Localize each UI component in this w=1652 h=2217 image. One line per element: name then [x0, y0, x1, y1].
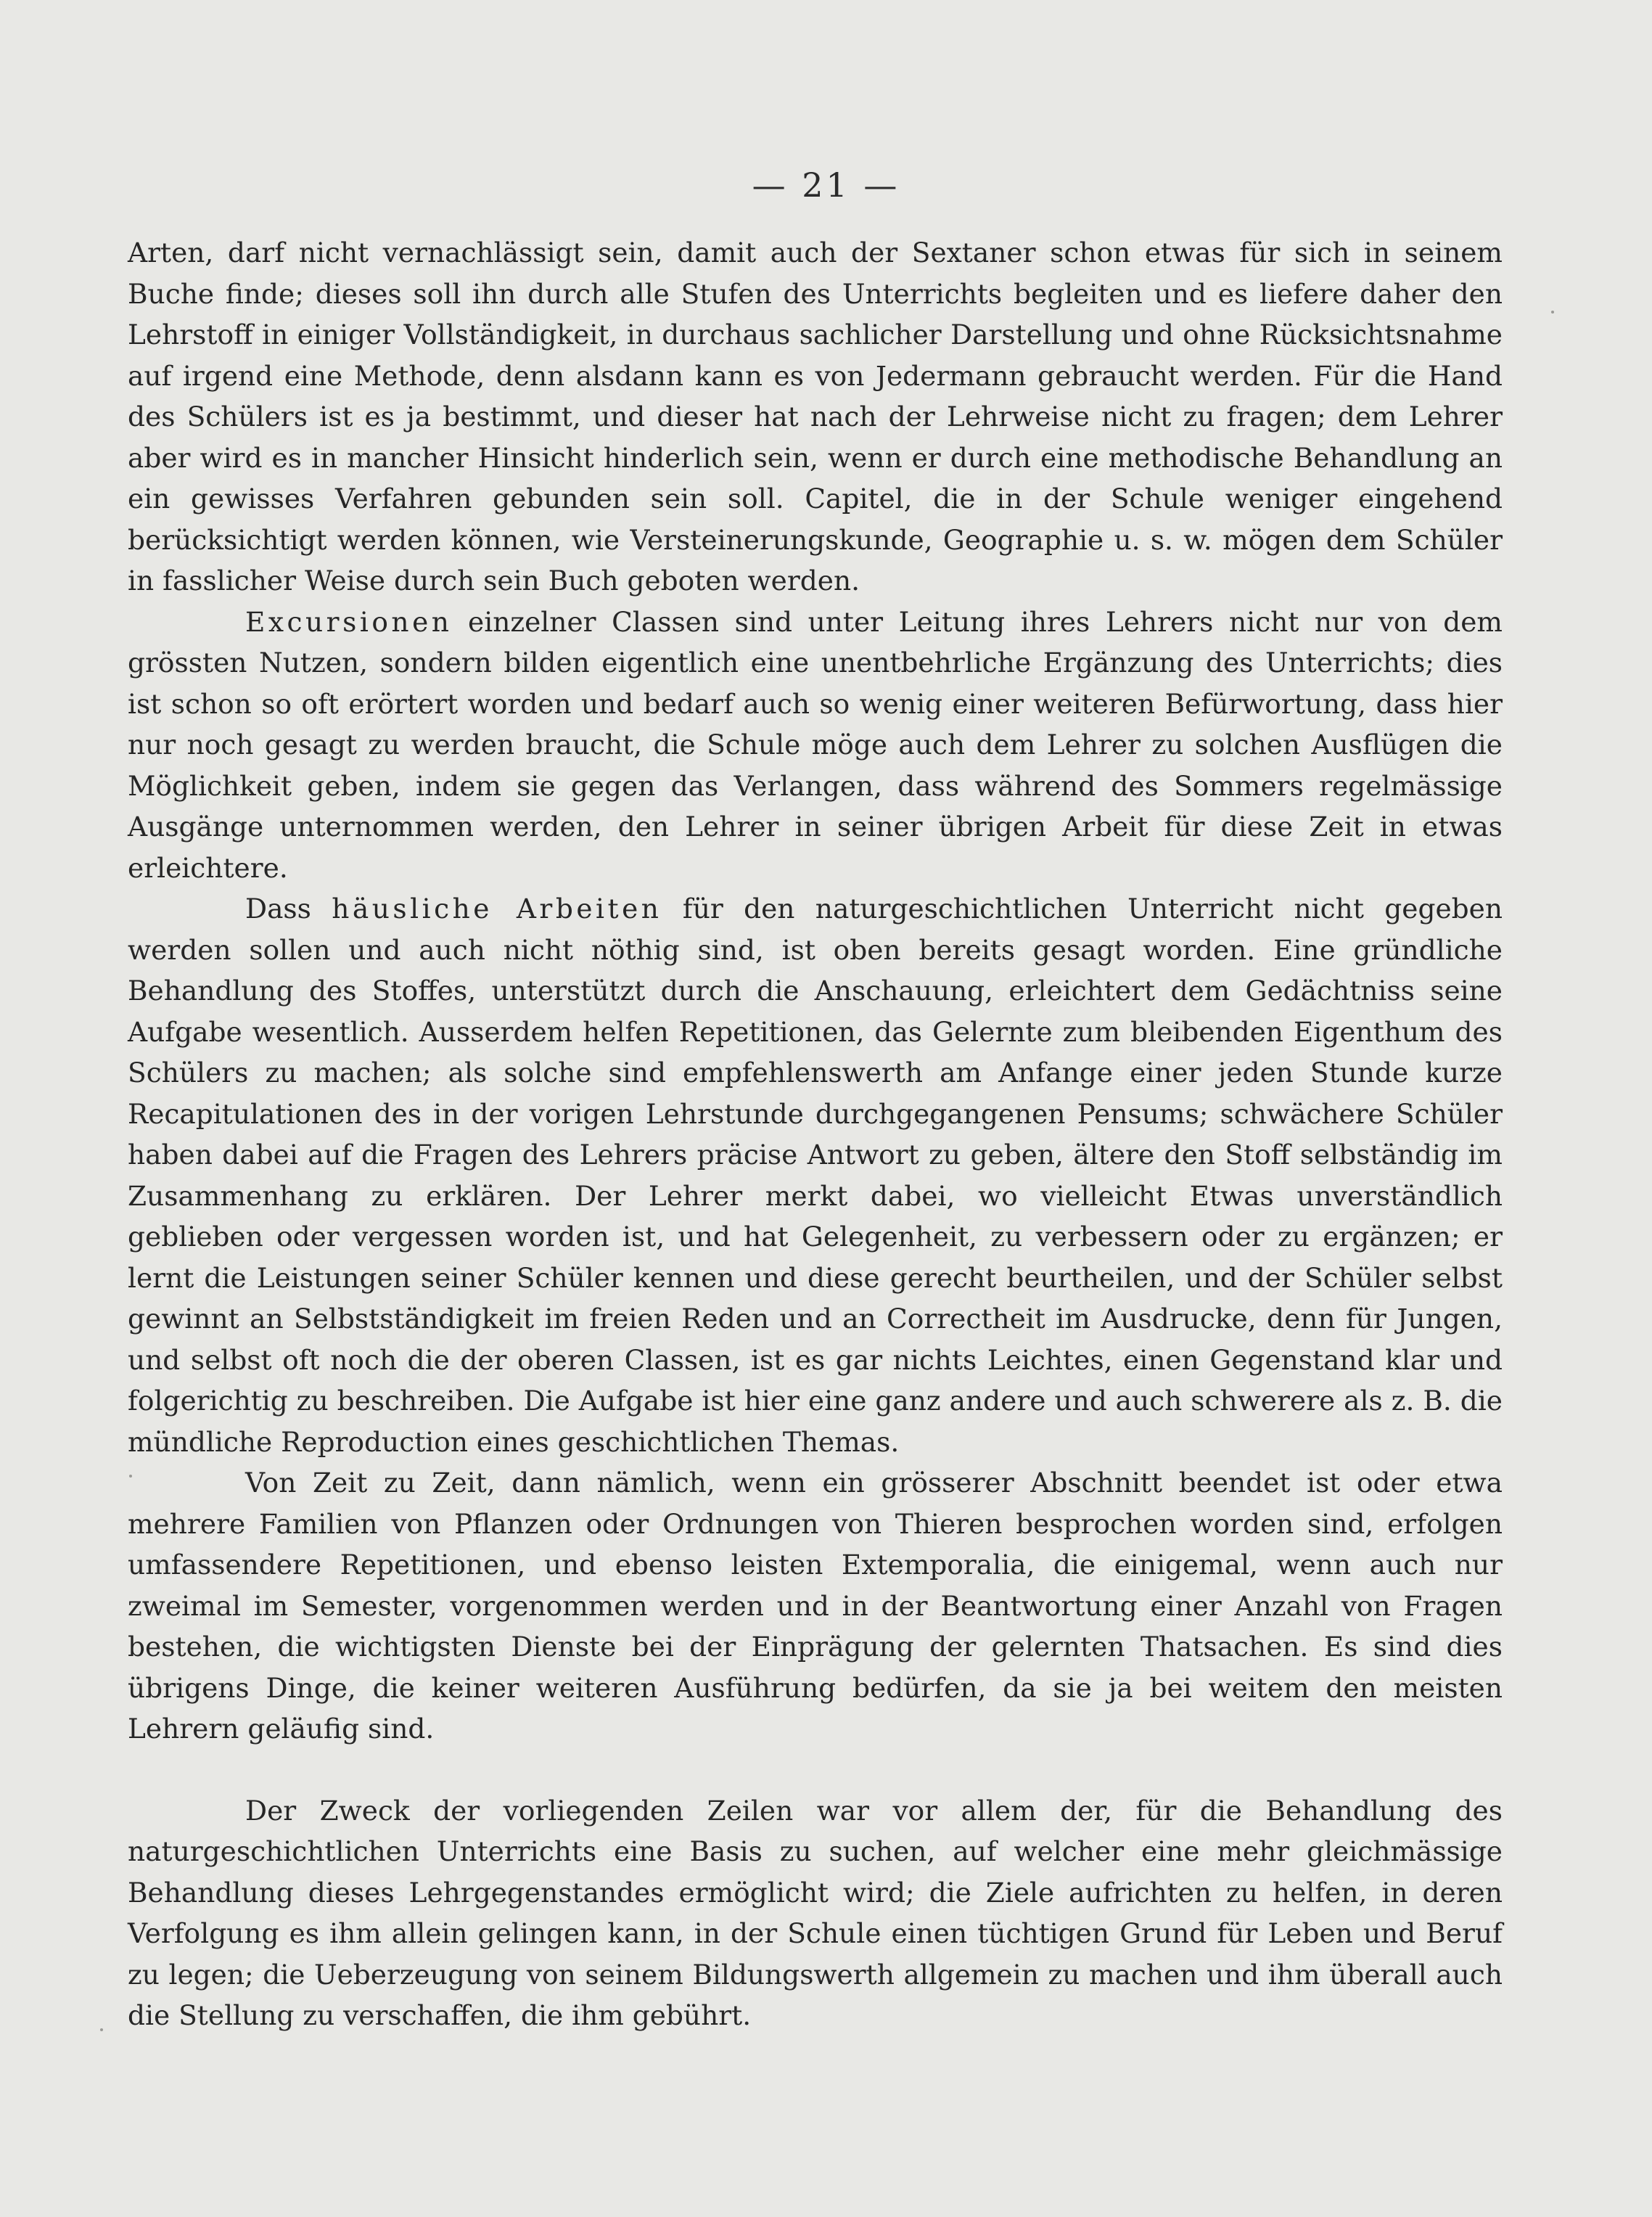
paper-speck — [100, 2028, 103, 2031]
paragraph-3 — [128, 888, 1503, 1462]
paragraph-1 — [128, 232, 1503, 602]
paper-speck — [1551, 311, 1554, 314]
paragraph-text: einzelner Classen sind unter Leitung ihres Lehrers nicht nur von dem grössten Nutzen, sondern bilden eigentlich eine unentbehrliche Ergänzung des Unterrichts; dies ist schon so oft erörtert worden und bedarf auch so wenig einer weiteren Befürwortung, dass hier nur noch gesagt zu werden braucht, die Schule möge auch dem Lehrer zu solchen Ausflügen die Möglichkeit geben, indem sie gegen das Verlangen, dass während des Sommers regelmässige Ausgänge unternommen werden, den Lehrer in seiner übrigen Arbeit für diese Zeit in etwas erleichtere. — [128, 605, 1503, 884]
paragraph-text: Dass — [245, 893, 332, 925]
paragraph-text: Arten, darf nicht vernachlässigt sein, damit auch der Sextaner schon etwas für sich in seinem Buche finde; dieses soll ihn durch alle Stufen des Unterrichts begleiten und es liefere daher den Lehrstoff in einiger Vollständigkeit, in durchaus sachlicher Darstellung und ohne Rücksichtsnahme auf irgend eine Methode, denn alsdann kann es von Jedermann gebraucht werden. Für die Hand des Schülers ist es ja bestimmt, und dieser hat nach der Lehrweise nicht zu fragen; dem Lehrer aber wird es in mancher Hinsicht hinderlich sein, wenn er durch eine methodische Behandlung an ein gewisses Verfahren gebunden sein soll. Capitel, die in der Schule weniger eingehend berücksichtigt werden können, wie Versteinerungskunde, Geographie u. s. w. mögen dem Schüler in fasslicher Weise durch sein Buch geboten werden. — [128, 237, 1503, 597]
paragraph-4 — [128, 1462, 1503, 1750]
page-number: — 21 — — [752, 165, 900, 205]
paper-speck — [129, 1475, 132, 1478]
body-text — [128, 232, 1503, 2036]
paragraph-5 — [128, 1790, 1503, 2036]
spaced-term-haeusliche-arbeiten: häusliche Arbeiten — [332, 893, 662, 925]
paragraph-text: für den naturgeschichtlichen Unterricht nicht gegeben werden sollen und auch nicht nöthig sind, ist oben bereits gesagt worden. Eine gründliche Behandlung des Stoffes, unterstützt durch die Anschauung, erleichtert dem Gedächtniss seine Aufgabe wesentlich. Ausserdem helfen Repetitionen, das Gelernte zum bleibenden Eigenthum des Schülers zu machen; als solche sind empfehlenswerth am Anfange einer jeden Stunde kurze Recapitulationen des in der vorigen Lehrstunde durchgegangenen Pensums; schwächere Schüler haben dabei auf die Fragen des Lehrers präcise Antwort zu geben, ältere den Stoff selbständig im Zusammenhang zu erklären. Der Lehrer merkt dabei, wo vielleicht Etwas unverständlich geblieben oder vergessen worden ist, und hat Gelegenheit, zu verbessern oder zu ergänzen; er lernt die Leistungen seiner Schüler kennen und diese gerecht beurtheilen, und der Schüler selbst gewinnt an Selbstständigkeit im freien Reden und an Correctheit im Ausdrucke, denn für Jungen, und selbst oft noch die der oberen Classen, ist es gar nichts Leichtes, einen Gegenstand klar und folgerichtig zu beschreiben. Die Aufgabe ist hier eine ganz andere und auch schwerere als z. B. die mündliche Reproduction eines geschichtlichen Themas. — [128, 893, 1503, 1458]
spaced-term-excursionen: Excursionen — [245, 605, 453, 638]
paragraph-text: Von Zeit zu Zeit, dann nämlich, wenn ein grösserer Abschnitt beendet ist oder etwa mehrere Familien von Pflanzen oder Ordnungen von Thieren besprochen worden sind, erfolgen umfassendere Repetitionen, und ebenso leisten Extemporalia, die einigemal, wenn auch nur zweimal im Semester, vorgenommen werden und in der Beantwortung einer Anzahl von Fragen bestehen, die wichtigsten Dienste bei der Einprägung der gelernten Thatsachen. Es sind dies übrigens Dinge, die keiner weiteren Ausführung bedürfen, da sie ja bei weitem den meisten Lehrern geläufig sind. — [128, 1467, 1503, 1745]
paragraph-2 — [128, 602, 1503, 889]
paragraph-text: Der Zweck der vorliegenden Zeilen war vor allem der, für die Behandlung des naturgeschichtlichen Unterrichts eine Basis zu suchen, auf welcher eine mehr gleichmässige Behandlung dieses Lehrgegenstandes ermöglicht wird; die Ziele aufrichten zu helfen, in deren Verfolgung es ihm allein gelingen kann, in der Schule einen tüchtigen Grund für Leben und Beruf zu legen; die Ueberzeugung von seinem Bildungswerth allgemein zu machen und ihm überall auch die Stellung zu verschaffen, die ihm gebührt. — [128, 1794, 1503, 2031]
